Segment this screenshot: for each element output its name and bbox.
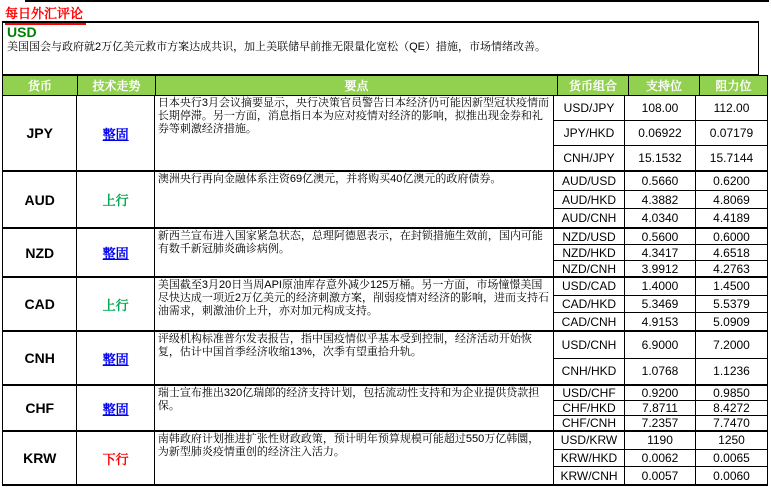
pair-name: CNH/HKD [554, 359, 625, 385]
currency-code: NZD [3, 229, 77, 276]
support-value: 15.1532 [625, 146, 696, 170]
forex-table [2, 75, 768, 486]
support-value: 4.0340 [625, 209, 696, 227]
pair-row [554, 191, 767, 210]
pair-row [554, 245, 767, 261]
currency-code: JPY [3, 96, 77, 170]
currency-block-nzd [3, 229, 767, 278]
pair-row [554, 332, 767, 359]
pair-row [554, 467, 767, 484]
resistance-value: 15.7144 [709, 151, 754, 165]
support-value: 4.3882 [625, 191, 696, 209]
pair-name: USD/KRW [554, 432, 625, 449]
support-value: 108.00 [625, 96, 696, 120]
support-value: 5.3469 [625, 296, 696, 313]
pair-row [554, 432, 767, 450]
keypoints-text: 评级机构标准普尔发表报告，指中国疫情似乎基本受到控制，经济活动开始恢复，估计中国首季经济收缩13%，次季有望重拾升轨。 [155, 332, 554, 384]
resistance-value: 4.2763 [713, 261, 750, 276]
trend-cell [77, 229, 154, 276]
trend-cell [77, 172, 154, 227]
keypoints-text: 日本央行3月会议摘要显示，央行决策官员警告日本经济仍可能因新型冠状疫情而长期停滞。另一方面，消息指日本为应对疫情对经济的影响，拟推出现金券和礼券等刺激经济措施。 [155, 96, 554, 170]
currency-block-cad [3, 278, 767, 332]
pair-row [554, 416, 767, 430]
pair-name: AUD/CNH [554, 209, 625, 227]
pair-name: CAD/CNH [554, 313, 625, 330]
col-header-keypoints: 要点 [156, 76, 558, 95]
support-value: 0.9200 [625, 386, 696, 400]
col-header-currency: 货币 [3, 76, 78, 95]
resistance-value: 0.6200 [713, 173, 750, 188]
col-header-pair: 货币组合 [558, 76, 629, 95]
keypoints-text: 新西兰宣布进入国家紧急状态，总理阿德恩表示，在封锁措施生效前，国内可能有数千新冠肺炎确诊病例。 [155, 229, 554, 276]
resistance-value: 0.0060 [713, 468, 750, 483]
pair-name: CNH/JPY [554, 146, 625, 170]
pairs-group [554, 229, 767, 276]
resistance-value: 5.0909 [713, 314, 750, 329]
trend-link[interactable]: 整固 [102, 351, 129, 367]
resistance-value: 7.2000 [713, 337, 750, 352]
resistance-value: 0.0065 [713, 451, 750, 465]
trend-link[interactable]: 整固 [102, 246, 129, 261]
trend-cell [77, 432, 154, 484]
support-value: 0.0062 [625, 450, 696, 467]
page-title: 每日外汇评论 [5, 3, 86, 25]
pair-row [554, 401, 767, 416]
pair-name: USD/CHF [554, 386, 625, 400]
pair-row [554, 229, 767, 245]
currency-block-aud [3, 172, 767, 229]
currency-code: AUD [3, 172, 77, 227]
currency-block-krw [3, 432, 767, 484]
col-header-resistance: 阻力位 [715, 79, 752, 93]
currency-code: CNH [3, 332, 77, 384]
pair-name: KRW/CNH [554, 467, 625, 484]
support-value: 1.4000 [625, 278, 696, 295]
support-value: 4.9153 [625, 313, 696, 330]
pairs-group [554, 172, 767, 227]
pair-name: USD/CNH [554, 332, 625, 358]
support-value: 0.0057 [625, 467, 696, 484]
pair-name: USD/JPY [554, 96, 625, 120]
pair-name: NZD/CNH [554, 261, 625, 276]
resistance-value: 0.07179 [709, 126, 754, 140]
pair-name: NZD/USD [554, 229, 625, 244]
support-value: 0.06922 [625, 121, 696, 145]
resistance-value: 0.9850 [713, 386, 750, 400]
pair-row [554, 209, 767, 227]
pair-row [554, 450, 767, 468]
resistance-value: 7.7470 [713, 416, 750, 430]
table-header-row [3, 76, 767, 96]
support-value: 0.5660 [625, 172, 696, 190]
trend-link[interactable]: 整固 [102, 401, 129, 417]
pair-row [554, 359, 767, 385]
resistance-value: 4.8069 [713, 192, 750, 207]
pair-row [554, 386, 767, 401]
support-value: 3.9912 [625, 261, 696, 276]
pair-row [554, 96, 767, 121]
usd-comment-text: 美国国会与政府就2万亿美元救市方案达成共识，加上美联储早前推无限量化宽松（QE）措施，市场情绪改善。 [7, 41, 547, 53]
keypoints-text: 南韩政府计划推进扩张性财政政策，预计明年预算规模可能超过550万亿韩圜，为新型肺炎疫情重创的经济注入活力。 [155, 432, 554, 484]
pair-name: NZD/HKD [554, 245, 625, 260]
trend-cell [77, 332, 154, 384]
support-value: 6.9000 [625, 332, 696, 358]
pair-row [554, 278, 767, 296]
keypoints-text: 瑞士宣布推出320亿瑞郎的经济支持计划，包括流动性支持和为企业提供贷款担保。 [155, 386, 554, 430]
pair-name: CHF/CNH [554, 416, 625, 430]
currency-code: CAD [3, 278, 77, 330]
keypoints-text: 澳洲央行再向金融体系注资69亿澳元，并将购买40亿澳元的政府债券。 [155, 172, 554, 227]
pairs-group [554, 432, 767, 484]
pairs-group [554, 386, 767, 430]
trend-cell [77, 96, 154, 170]
usd-commentary-section [2, 21, 759, 75]
usd-currency-label: USD [7, 24, 37, 40]
pair-name: USD/CAD [554, 278, 625, 295]
pair-name: AUD/USD [554, 172, 625, 190]
trend-label: 上行 [102, 297, 129, 313]
resistance-value: 0.6000 [713, 229, 750, 244]
pair-row [554, 172, 767, 191]
resistance-value: 112.00 [713, 101, 750, 115]
pair-name: AUD/HKD [554, 191, 625, 209]
currency-block-chf [3, 386, 767, 432]
currency-block-cnh [3, 332, 767, 386]
resistance-value: 1.4500 [713, 279, 750, 294]
keypoints-text: 美国截至3月20日当周API原油库存意外减少125万桶。另一方面，市场憧憬美国尽快达成一项近2万亿美元的经济刺激方案，削弱疫情对经济的影响，进而支持石油需求，刺激油价上升，亦对加元构成支持。 [155, 278, 554, 330]
resistance-value: 4.6518 [713, 245, 750, 260]
pairs-group [554, 96, 767, 170]
support-value: 7.2357 [625, 416, 696, 430]
pair-name: CHF/HKD [554, 401, 625, 415]
pair-row [554, 313, 767, 330]
pair-name: KRW/HKD [554, 450, 625, 467]
trend-cell [77, 386, 154, 430]
col-header-support: 支持位 [629, 76, 700, 95]
support-value: 4.3417 [625, 245, 696, 260]
trend-cell [77, 278, 154, 330]
support-value: 1190 [625, 432, 696, 449]
currency-code: KRW [3, 432, 77, 484]
pair-row [554, 146, 767, 170]
pair-row [554, 121, 767, 146]
pair-row [554, 261, 767, 276]
support-value: 0.5600 [625, 229, 696, 244]
pair-row [554, 296, 767, 314]
currency-code: CHF [3, 386, 77, 430]
currency-block-jpy [3, 96, 767, 172]
support-value: 1.0768 [625, 359, 696, 385]
resistance-value: 5.5379 [713, 297, 750, 311]
support-value: 7.8711 [625, 401, 696, 415]
trend-label: 上行 [102, 193, 129, 208]
resistance-value: 8.4272 [713, 401, 750, 415]
pairs-group [554, 332, 767, 384]
col-header-trend: 技术走势 [78, 76, 156, 95]
pairs-group [554, 278, 767, 330]
trend-link[interactable]: 整固 [102, 126, 129, 142]
resistance-value: 1.1236 [713, 364, 750, 379]
resistance-value: 1250 [718, 433, 745, 448]
resistance-value: 4.4189 [713, 211, 750, 226]
trend-label: 下行 [102, 451, 129, 467]
top-rule [25, 0, 769, 2]
pair-name: JPY/HKD [554, 121, 625, 145]
pair-name: CAD/HKD [554, 296, 625, 313]
